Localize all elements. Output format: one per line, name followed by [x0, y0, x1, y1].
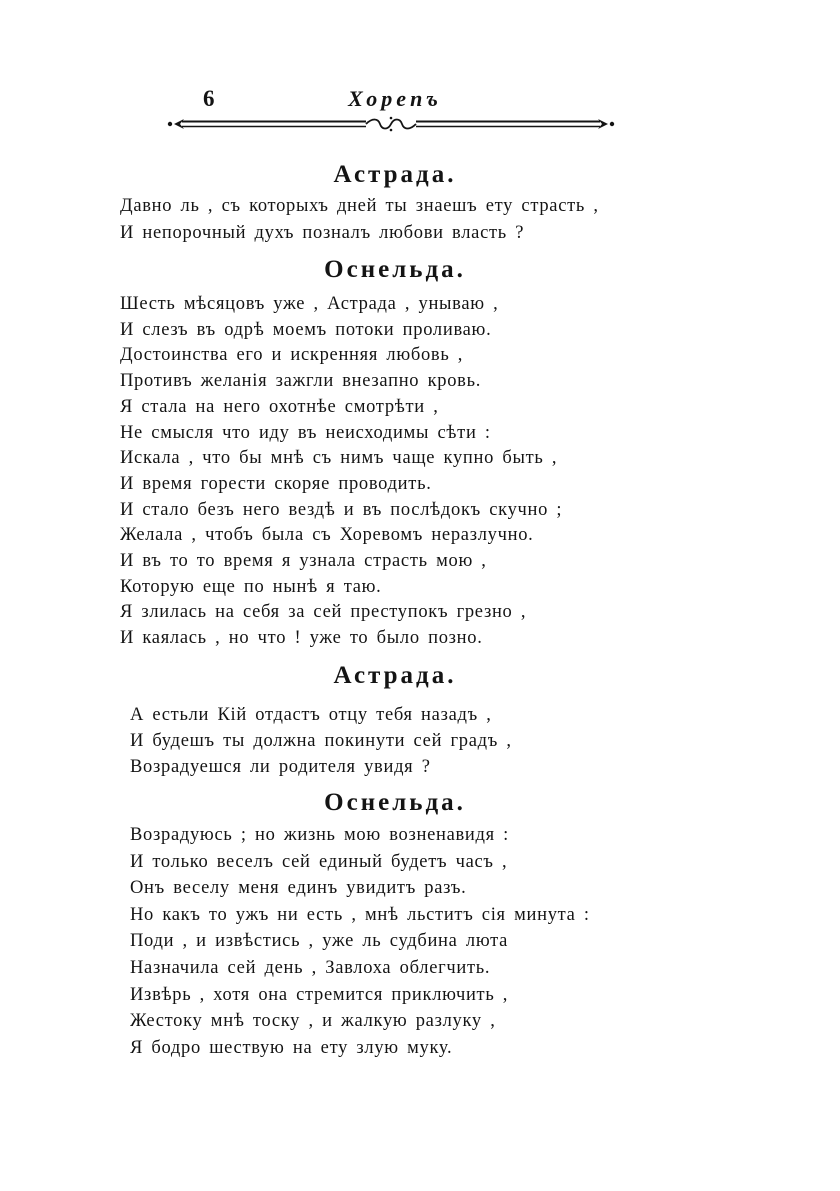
verse-line: И слезъ въ одрѣ моемъ потоки проливаю. — [120, 319, 492, 340]
speaker-heading: Астрада. — [333, 662, 457, 689]
verse-line: Возрадуюсь ; но жизнь мою возненавидя : — [130, 825, 510, 845]
verse-line: Которую еще по нынѣ я таю. — [120, 576, 382, 597]
speech-block — [130, 822, 590, 1061]
verse-line: Но какъ то ужъ ни есть , мнѣ льститъ сія минута : — [130, 904, 590, 925]
verse-line: И каялась , но что ! уже то было позно. — [120, 628, 483, 649]
verse-line: Я бодро шествую на ету злую муку. — [130, 1037, 453, 1058]
verse-line: А естьли Кій отдастъ отцу тебя назадъ , — [130, 705, 492, 725]
verse-line: Возрадуешся ли родителя увидя ? — [130, 757, 431, 777]
verse-line: И только веселъ сей единый будетъ часъ , — [130, 851, 508, 872]
speech-block — [130, 702, 512, 780]
verse-line: Искала , что бы мнѣ съ нимъ чаще купно быть , — [120, 448, 558, 469]
verse-line: Извѣрь , хотя она стремится приключить , — [130, 984, 509, 1005]
verse-line: И время горести скоряе проводить. — [120, 473, 432, 494]
speech-block — [120, 292, 562, 652]
verse-line: Я злилась на себя за сей преступокъ грезно , — [120, 602, 527, 623]
speech-block — [120, 193, 599, 247]
speaker-heading: Астрада. — [333, 161, 457, 188]
verse-line: Давно ль , съ которыхъ дней ты знаешъ ету страсть , — [120, 196, 599, 216]
verse-line: Шесть мѣсяцовъ уже , Астрада , унываю , — [120, 294, 499, 314]
verse-line: И стало безъ него вездѣ и въ послѣдокъ скучно ; — [120, 499, 563, 520]
speaker-heading: Оснельда. — [324, 256, 466, 283]
verse-line: И будешъ ты должна покинути сей градъ , — [130, 731, 512, 751]
verse-line: Жестоку мнѣ тоску , и жалкую разлуку , — [130, 1011, 496, 1032]
page-number: 6 — [203, 86, 215, 111]
verse-line: Онъ веселу меня единъ увидитъ разъ. — [130, 878, 467, 899]
verse-line: Назначила сей день , Завлоха облегчить. — [130, 957, 491, 978]
running-title: Хорепъ — [348, 86, 442, 111]
verse-line: Не смысля что иду въ неисходимы сѣти : — [120, 422, 491, 443]
verse-line: Желала , чтобъ была съ Хоревомъ неразлучно. — [120, 525, 534, 546]
verse-line: Я стала на него охотнѣе смотрѣти , — [120, 396, 439, 417]
verse-line: И непорочный духъ позналъ любови власть ? — [120, 223, 525, 243]
speaker-heading: Оснельда. — [324, 789, 466, 816]
verse-line: Противъ желанія зажгли внезапно кровь. — [120, 371, 482, 392]
verse-line: Достоинства его и искренняя любовь , — [120, 345, 464, 366]
verse-line: Поди , и извѣстись , уже ль судбина люта — [130, 931, 509, 952]
decorative-rule — [166, 115, 616, 133]
verse-line: И въ то то время я узнала страсть мою , — [120, 551, 487, 572]
